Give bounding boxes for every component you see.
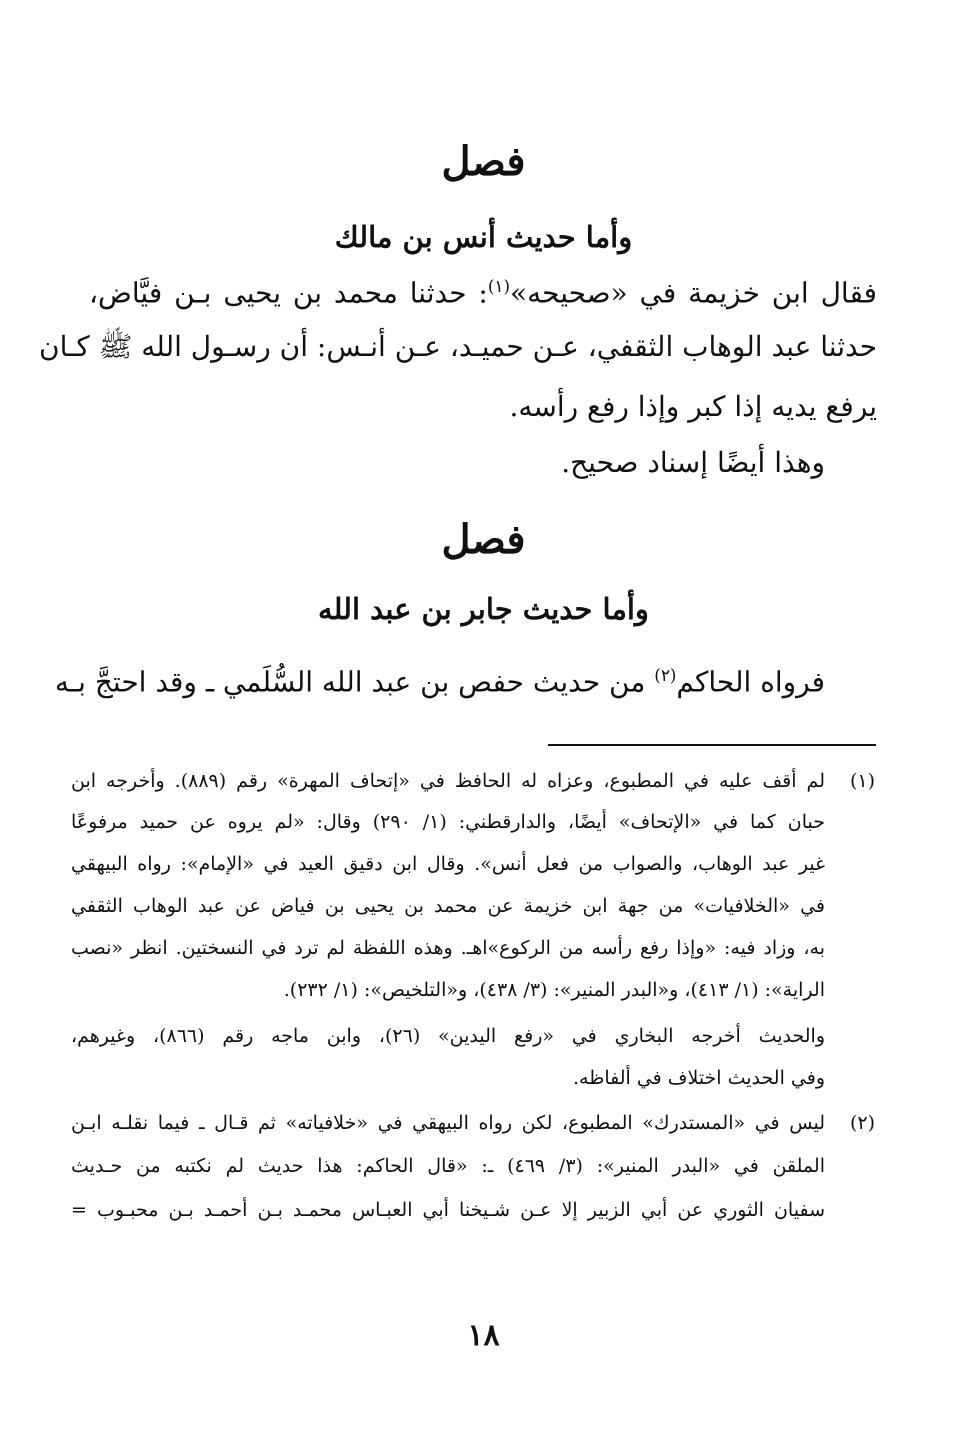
section-heading-2: فصل bbox=[441, 516, 526, 563]
section-subheading-2: وأما حديث جابر بن عبد الله bbox=[318, 592, 649, 626]
body-line-4: وهذا أيضًا إسناد صحيح. bbox=[561, 446, 825, 479]
body-text: : حدثنا محمد بن يحيى بـن فيَّاض، bbox=[89, 276, 488, 310]
footnote-marker-2: (٢) bbox=[849, 1112, 875, 1134]
footnote-ref-2: (٢) bbox=[654, 665, 677, 685]
footnote-1-line: به، وزاد فيه: «وإذا رفع رأسه من الركوع»اهـ. وهذه اللفظة لم ترد في النسختين. انظر «نصب bbox=[71, 937, 825, 959]
body-text: من حديث حفص بن عبد الله السُّلَمي ـ وقد احتجَّ بـه bbox=[54, 665, 655, 699]
footnote-1-line: غير عبد الوهاب، والصواب من فعل أنس». وقال ابن دقيق العيد في «الإمام»: رواه البيهقي bbox=[71, 853, 825, 875]
footnote-1-line: حبان كما في «الإتحاف» أيضًا، والدارقطني: (١/ ٢٩٠) وقال: «لم يروه عن حميد مرفوعًا bbox=[71, 811, 825, 833]
footnote-1-line: والحديث أخرجه البخاري في «رفع اليدين» (٢٦)، وابن ماجه رقم (٨٦٦)، وغيرهم، bbox=[71, 1025, 825, 1047]
body-line-1 bbox=[89, 276, 877, 309]
body-line-5 bbox=[54, 665, 825, 699]
footnote-2-line: ليس في «المستدرك» المطبوع، لكن رواه البيهقي في «خلافياته» ثم قـال ـ فيما نقلـه ابـن bbox=[71, 1112, 825, 1134]
body-text: فرواه الحاكم bbox=[676, 665, 825, 699]
footnote-1-line: لم أقف عليه في المطبوع، وعزاه له الحافظ في «إتحاف المهرة» رقم (٨٨٩). وأخرجه ابن bbox=[71, 770, 825, 792]
section-subheading-1: وأما حديث أنس بن مالك bbox=[334, 220, 633, 254]
footnote-separator bbox=[548, 744, 876, 746]
footnote-1-line: في «الخلافيات» من جهة ابن خزيمة عن محمد بن يحيى بن فياض عن عبد الوهاب الثقفي bbox=[71, 895, 825, 917]
footnote-1-line: وفي الحديث اختلاف في ألفاظه. bbox=[572, 1067, 825, 1089]
page-number: ١٨ bbox=[467, 1318, 500, 1353]
footnote-2-line: سفيان الثوري عن أبي الزبير إلا عـن شـيخنا أبي العبـاس محمـد بـن أحمـد بـن محبـوب = bbox=[71, 1199, 825, 1221]
footnote-marker-1: (١) bbox=[849, 770, 875, 792]
footnote-ref-1: (١) bbox=[487, 276, 510, 296]
section-heading-1: فصل bbox=[441, 138, 526, 185]
footnote-1-line: الراية»: (١/ ٤١٣)، و«البدر المنير»: (٣/ ٤٣٨)، و«التلخيص»: (١/ ٢٣٢). bbox=[283, 979, 825, 1001]
body-line-2: حدثنا عبد الوهاب الثقفي، عـن حميـد، عـن أنـس: أن رسـول الله ﷺ كـان bbox=[39, 330, 877, 363]
footnote-2-line: الملقن في «البدر المنير»: (٣/ ٤٦٩) ـ: «قال الحاكم: هذا حديث لم نكتبه من حـديث bbox=[71, 1155, 825, 1177]
body-line-3: يرفع يديه إذا كبر وإذا رفع رأسه. bbox=[509, 390, 877, 423]
body-text: فقال ابن خزيمة في «صحيحه» bbox=[510, 276, 877, 310]
